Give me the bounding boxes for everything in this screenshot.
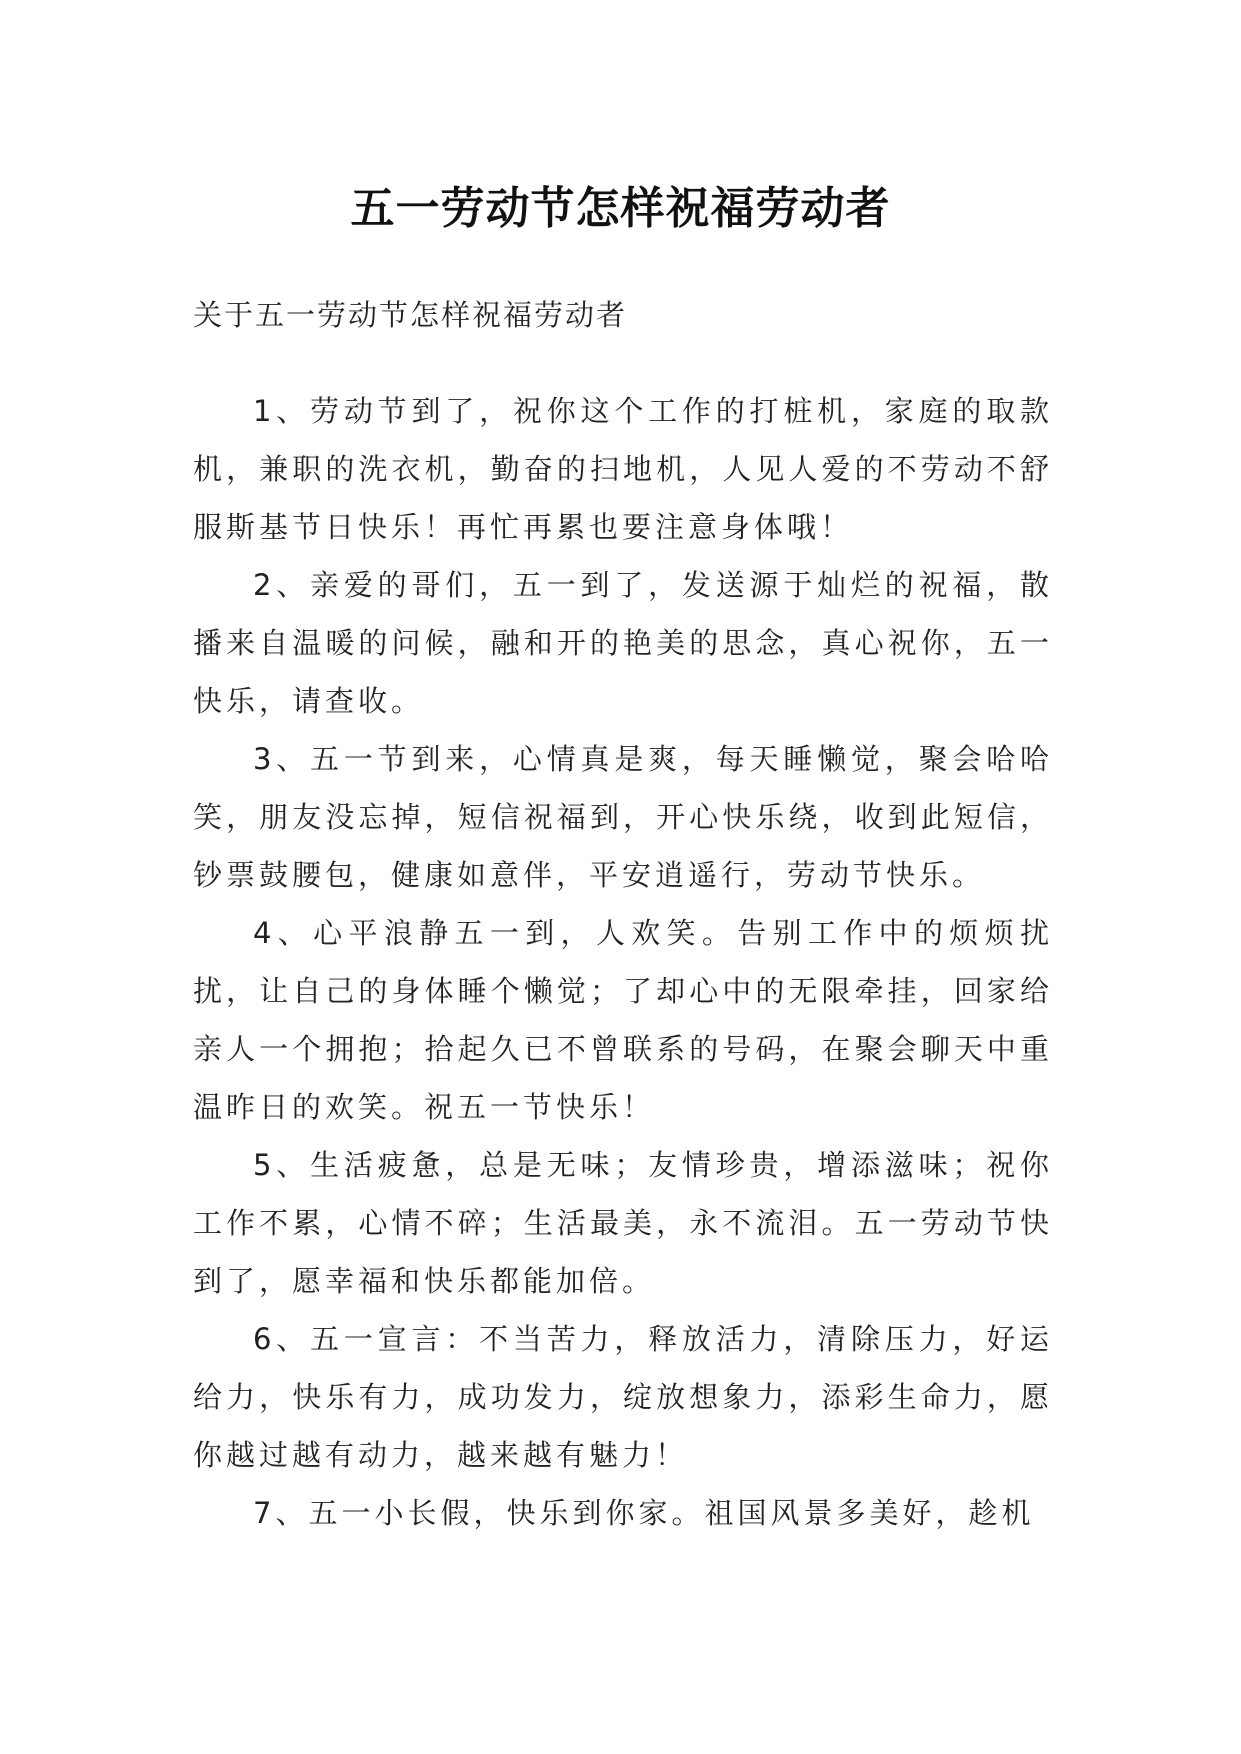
paragraph-1: 1、劳动节到了，祝你这个工作的打桩机，家庭的取款机，兼职的洗衣机，勤奋的扫地机，人见人爱的不劳动不舒服斯基节日快乐！再忙再累也要注意身体哦！: [193, 394, 1053, 544]
document-title: 五一劳动节怎样祝福劳动者: [350, 183, 891, 235]
paragraph-2: 2、亲爱的哥们，五一到了，发送源于灿烂的祝福，散播来自温暖的问候，融和开的艳美的思念，真心祝你，五一快乐，请查收。: [193, 568, 1053, 718]
document-body: [193, 294, 1053, 1542]
document-subtitle: 关于五一劳动节怎样祝福劳动者: [193, 298, 628, 332]
paragraph-6: 6、五一宣言：不当苦力，释放活力，清除压力，好运给力，快乐有力，成功发力，绽放想象力，添彩生命力，愿你越过越有动力，越来越有魅力！: [193, 1322, 1053, 1472]
paragraph-5: 5、生活疲惫，总是无味；友情珍贵，增添滋味；祝你工作不累，心情不碎；生活最美，永不流泪。五一劳动节快到了，愿幸福和快乐都能加倍。: [193, 1148, 1053, 1298]
paragraph-7: 7、五一小长假，快乐到你家。祖国风景多美好，趁机: [253, 1496, 1035, 1530]
paragraph-3: 3、五一节到来，心情真是爽，每天睡懒觉，聚会哈哈笑，朋友没忘掉，短信祝福到，开心快乐绕，收到此短信，钞票鼓腰包，健康如意伴，平安逍遥行，劳动节快乐。: [193, 742, 1053, 892]
paragraph-4: 4、心平浪静五一到，人欢笑。告别工作中的烦烦扰扰，让自己的身体睡个懒觉；了却心中的无限牵挂，回家给亲人一个拥抱；拾起久已不曾联系的号码，在聚会聊天中重温昨日的欢笑。祝五一节快乐！: [193, 916, 1053, 1124]
